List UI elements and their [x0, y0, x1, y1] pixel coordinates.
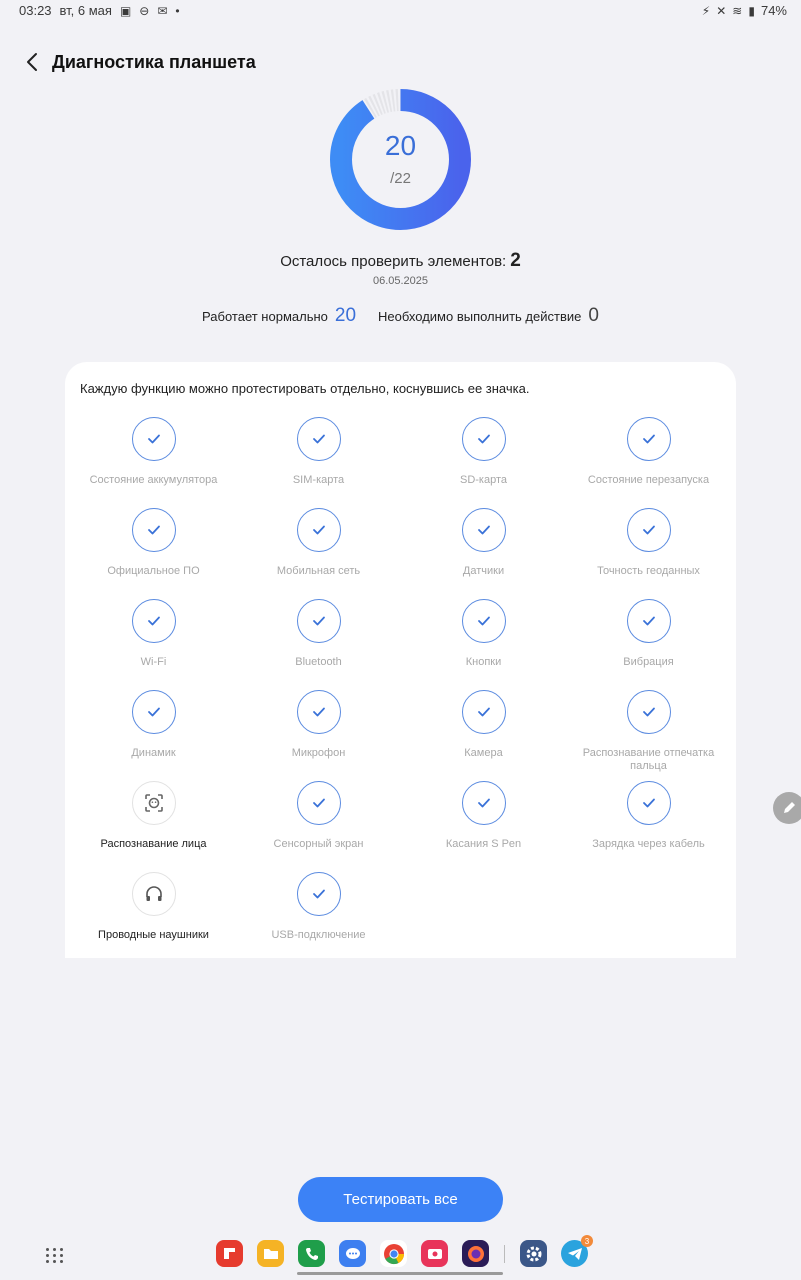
test-status-circle[interactable] — [132, 781, 176, 825]
test-status-circle[interactable] — [297, 508, 341, 552]
test-item[interactable] — [566, 417, 731, 508]
diagnostic-date: 06.05.2025 — [372, 275, 429, 287]
status-bar — [0, 0, 801, 24]
progress-value: 20 — [384, 130, 417, 161]
phone-app-icon[interactable] — [298, 1240, 325, 1267]
test-item[interactable] — [566, 781, 731, 872]
pencil-icon — [781, 800, 797, 816]
check-icon — [312, 434, 326, 444]
test-label: Распознавание лица — [100, 838, 207, 850]
test-label: Сенсорный экран — [273, 838, 364, 850]
telegram-badge: 3 — [581, 1235, 593, 1247]
test-status-circle[interactable] — [297, 417, 341, 461]
check-icon — [477, 798, 491, 808]
test-status-circle[interactable] — [132, 508, 176, 552]
test-label: Состояние перезапуска — [587, 474, 710, 486]
action-label: Необходимо выполнить действие — [378, 308, 582, 324]
do-not-disturb-icon: ⊖ — [139, 3, 150, 18]
test-label: Мобильная сеть — [276, 565, 361, 577]
test-status-circle[interactable] — [132, 690, 176, 734]
app-drawer-button[interactable] — [44, 1244, 66, 1266]
test-item[interactable] — [71, 508, 236, 599]
messages-app-icon[interactable] — [339, 1240, 366, 1267]
test-status-circle[interactable] — [297, 690, 341, 734]
test-label: SD-карта — [459, 474, 508, 486]
test-status-circle[interactable] — [627, 690, 671, 734]
check-icon — [147, 616, 161, 626]
app-dock — [216, 1236, 590, 1267]
results-summary — [0, 305, 801, 327]
battery-level: 74% — [760, 3, 787, 18]
test-item[interactable] — [236, 690, 401, 781]
test-item[interactable] — [71, 690, 236, 781]
test-item[interactable] — [236, 417, 401, 508]
test-item[interactable] — [401, 508, 566, 599]
test-all-button[interactable]: Тестировать все — [298, 1177, 503, 1222]
test-label: USB-подключение — [271, 929, 366, 941]
mute-icon: ✕ — [716, 3, 727, 18]
home-indicator[interactable] — [297, 1272, 503, 1275]
test-status-circle[interactable] — [462, 781, 506, 825]
test-label: Распознавание отпечатка пальца — [582, 747, 715, 773]
chrome-app-icon[interactable] — [380, 1240, 407, 1267]
check-icon — [147, 525, 161, 535]
test-item[interactable] — [566, 599, 731, 690]
test-label: Зарядка через кабель — [592, 838, 705, 850]
test-item[interactable] — [236, 872, 401, 963]
check-icon — [642, 525, 656, 535]
test-item[interactable] — [71, 781, 236, 872]
check-icon — [642, 798, 656, 808]
test-item[interactable] — [71, 872, 236, 963]
test-label: Касания S Pen — [445, 838, 522, 850]
check-icon — [642, 434, 656, 444]
check-icon — [147, 434, 161, 444]
screen-recorder-app-icon[interactable] — [421, 1240, 448, 1267]
taskbar — [0, 1236, 801, 1274]
ok-label: Работает нормально — [202, 308, 328, 324]
action-count: 0 — [588, 305, 599, 326]
test-label: Камера — [464, 747, 503, 759]
tests-grid — [71, 417, 731, 963]
check-icon — [477, 616, 491, 626]
test-status-circle[interactable] — [132, 417, 176, 461]
flipboard-app-icon[interactable] — [216, 1240, 243, 1267]
test-label: Кнопки — [465, 656, 502, 668]
test-status-circle[interactable] — [462, 508, 506, 552]
test-status-circle[interactable] — [627, 781, 671, 825]
test-label: Вибрация — [623, 656, 674, 668]
test-status-circle[interactable] — [462, 599, 506, 643]
card-hint: Каждую функцию можно протестировать отдельно, коснувшись ее значка. — [80, 381, 530, 396]
check-icon — [642, 616, 656, 626]
check-icon — [312, 707, 326, 717]
test-label: Точность геоданных — [597, 565, 700, 577]
test-status-circle[interactable] — [132, 872, 176, 916]
test-item[interactable] — [401, 690, 566, 781]
check-icon — [477, 707, 491, 717]
check-icon — [312, 616, 326, 626]
progress-donut — [330, 89, 471, 230]
test-status-circle[interactable] — [462, 690, 506, 734]
status-date: вт, 6 мая — [59, 3, 112, 18]
settings-app-icon[interactable] — [520, 1240, 547, 1267]
test-status-circle[interactable] — [627, 417, 671, 461]
test-label: Официальное ПО — [107, 565, 200, 577]
my-files-app-icon[interactable] — [257, 1240, 284, 1267]
test-label: Проводные наушники — [98, 929, 209, 941]
mail-icon: ✉ — [157, 3, 168, 18]
test-item[interactable] — [236, 599, 401, 690]
test-status-circle[interactable] — [462, 417, 506, 461]
progress-total: /22 — [390, 170, 411, 187]
test-label: Состояние аккумулятора — [89, 474, 218, 486]
face-scan-icon — [144, 793, 164, 813]
check-icon — [147, 707, 161, 717]
test-item[interactable] — [566, 690, 731, 781]
test-label: Датчики — [462, 565, 505, 577]
test-item[interactable] — [71, 417, 236, 508]
telegram-app-icon[interactable] — [561, 1236, 590, 1267]
back-button[interactable] — [18, 48, 46, 76]
edge-panel-handle[interactable] — [773, 792, 801, 824]
wifi-icon: ≋ — [732, 3, 743, 18]
test-label: Динамик — [131, 747, 176, 759]
test-label: SIM-карта — [292, 474, 345, 486]
gallery-notification-icon: ▣ — [119, 3, 132, 18]
remaining-items — [0, 250, 801, 272]
more-notifications-icon: • — [175, 3, 180, 18]
headphones-icon — [144, 884, 164, 904]
test-item[interactable] — [566, 508, 731, 599]
check-icon — [312, 525, 326, 535]
test-status-circle[interactable] — [132, 599, 176, 643]
check-icon — [642, 707, 656, 717]
remaining-count: 2 — [510, 250, 521, 271]
test-label: Bluetooth — [295, 656, 342, 668]
status-time: 03:23 — [19, 3, 52, 18]
signal-icon: ▮ — [748, 3, 755, 18]
chevron-left-icon — [25, 52, 39, 72]
test-label: Микрофон — [291, 747, 346, 759]
test-item[interactable] — [401, 599, 566, 690]
test-status-circle[interactable] — [627, 599, 671, 643]
test-item[interactable] — [236, 781, 401, 872]
check-icon — [312, 889, 326, 899]
data-saver-icon: ⚡ — [701, 3, 711, 18]
test-item[interactable] — [236, 508, 401, 599]
firefox-app-icon[interactable] — [462, 1240, 489, 1267]
test-item[interactable] — [71, 599, 236, 690]
ok-count: 20 — [334, 305, 357, 326]
test-item[interactable] — [401, 417, 566, 508]
remaining-label: Осталось проверить элементов: — [280, 253, 507, 270]
test-status-circle[interactable] — [297, 599, 341, 643]
test-label: Wi-Fi — [140, 656, 167, 668]
page-title: Диагностика планшета — [52, 52, 256, 72]
check-icon — [312, 798, 326, 808]
tests-card — [65, 362, 736, 958]
test-status-circle[interactable] — [297, 872, 341, 916]
test-status-circle[interactable] — [627, 508, 671, 552]
app-header — [0, 48, 801, 78]
test-item[interactable] — [401, 781, 566, 872]
test-status-circle[interactable] — [297, 781, 341, 825]
check-icon — [477, 434, 491, 444]
check-icon — [477, 525, 491, 535]
dock-separator — [504, 1245, 505, 1263]
